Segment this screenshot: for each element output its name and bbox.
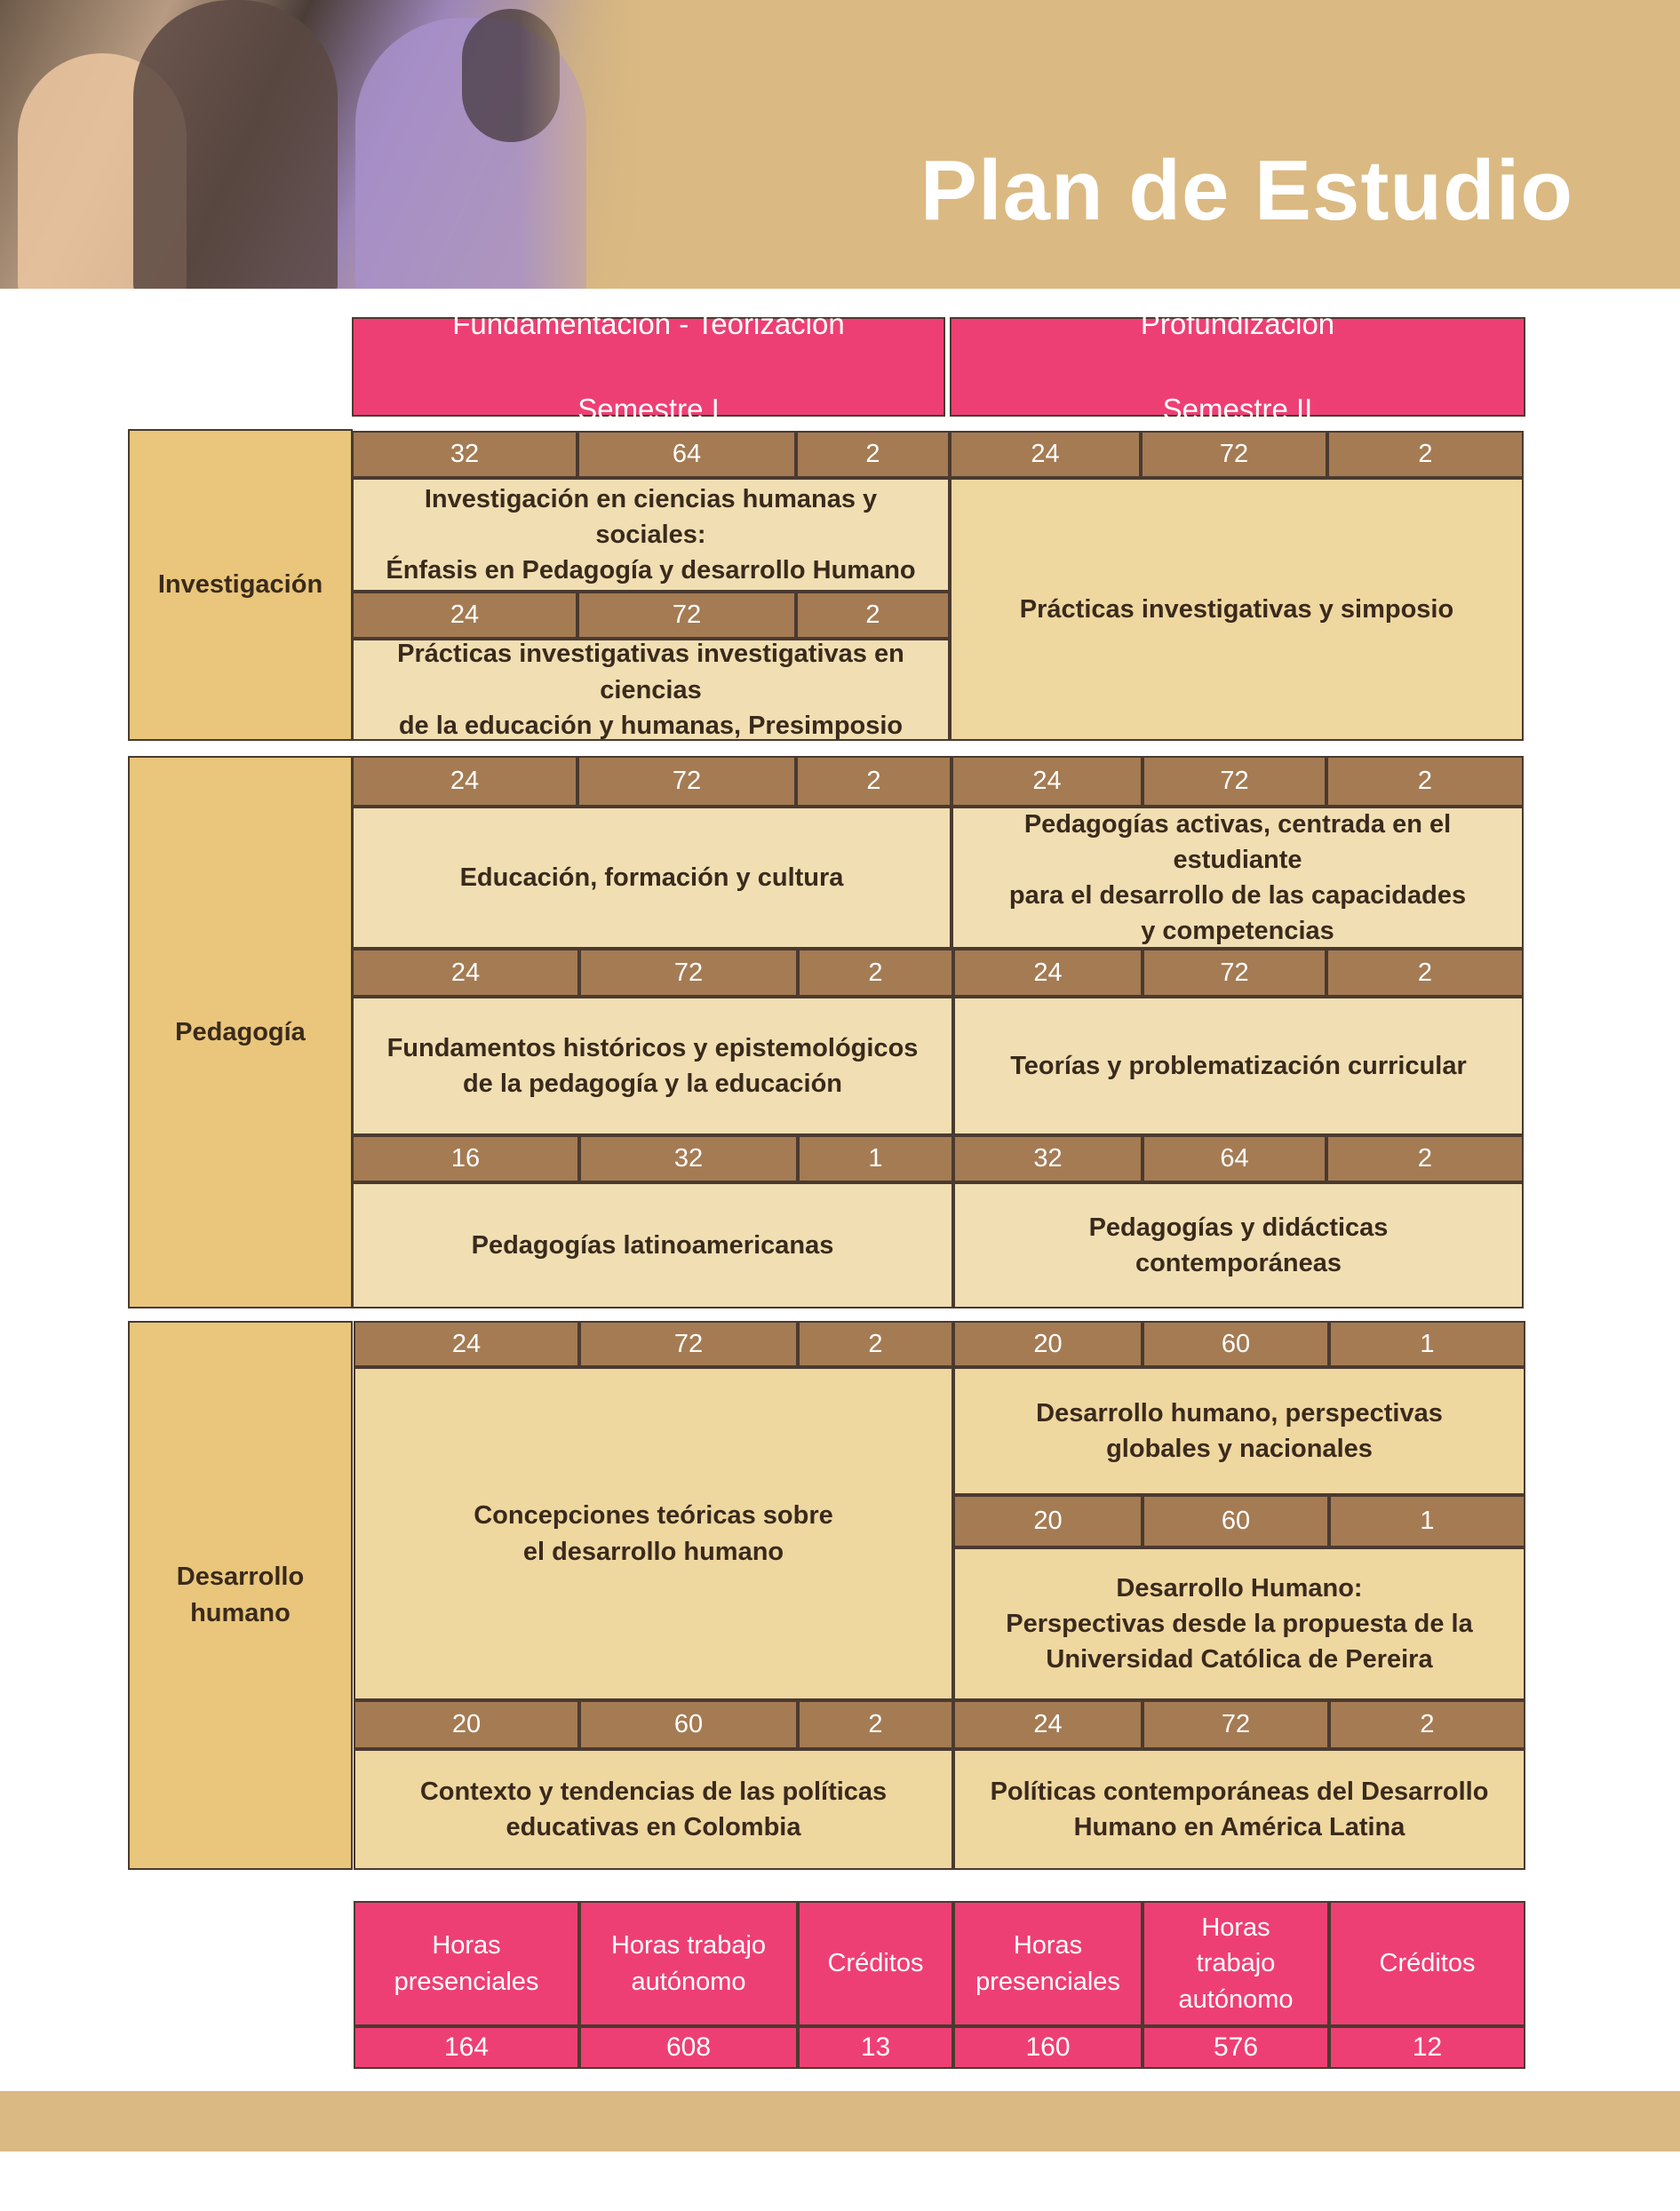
course-hours-presential: 24 — [352, 592, 577, 639]
course-cell: Pedagogías latinoamericanas — [352, 1182, 953, 1308]
course-hours-autonomous: 64 — [577, 431, 796, 478]
semester-1-label: Semestre I — [577, 392, 720, 425]
course-hours-autonomous: 64 — [1143, 1135, 1326, 1182]
summary-header: Créditos — [798, 1901, 953, 2026]
course-credits: 2 — [798, 1321, 953, 1367]
course-cell: Investigación en ciencias humanas y sociales: Énfasis en Pedagogía y desarrollo Humano — [352, 478, 950, 592]
course-hours-presential: 24 — [950, 431, 1141, 478]
course-cell: Educación, formación y cultura — [352, 807, 951, 949]
course-credits: 1 — [1329, 1495, 1525, 1547]
course-credits: 2 — [796, 431, 950, 478]
students-photo — [0, 0, 644, 289]
course-hours-autonomous: 72 — [577, 592, 796, 639]
course-hours-presential: 24 — [352, 949, 579, 997]
summary-header: Horas presenciales — [953, 1901, 1143, 2026]
course-credits: 2 — [796, 756, 951, 807]
course-credits: 2 — [796, 592, 950, 639]
course-hours-autonomous: 72 — [1141, 431, 1327, 478]
course-credits: 1 — [1329, 1321, 1525, 1367]
course-hours-autonomous: 32 — [579, 1135, 798, 1182]
course-hours-autonomous: 60 — [579, 1700, 798, 1749]
course-hours-presential: 24 — [354, 1321, 579, 1367]
summary-value: 12 — [1329, 2026, 1525, 2069]
summary-value: 160 — [953, 2026, 1143, 2069]
footer-band — [0, 2091, 1680, 2151]
summary-value: 13 — [798, 2026, 953, 2069]
category-pedagogia — [128, 756, 353, 1308]
course-hours-presential: 20 — [953, 1321, 1143, 1367]
course-cell: Prácticas investigativas y simposio — [950, 478, 1524, 741]
course-cell: Teorías y problematización curricular — [953, 997, 1524, 1135]
category-investigacion — [128, 429, 353, 741]
course-credits: 2 — [1329, 1700, 1525, 1749]
course-hours-presential: 24 — [953, 1700, 1143, 1749]
header-banner — [0, 0, 1680, 289]
course-cell: Pedagogías y didácticas contemporáneas — [953, 1182, 1524, 1308]
semester-2-name: Profundización — [1140, 307, 1335, 341]
course-hours-autonomous: 60 — [1143, 1495, 1329, 1547]
course-cell: Desarrollo humano, perspectivas globales y nacionales — [953, 1367, 1525, 1495]
semester-1-header — [352, 307, 945, 425]
summary-value: 608 — [579, 2026, 798, 2069]
course-credits: 2 — [798, 949, 953, 997]
summary-header: Horas trabajo autónomo — [579, 1901, 798, 2026]
course-credits: 2 — [1327, 431, 1524, 478]
course-credits: 2 — [798, 1700, 953, 1749]
summary-header: Horas presenciales — [354, 1901, 579, 2026]
course-credits: 2 — [1326, 1135, 1524, 1182]
course-hours-presential: 20 — [354, 1700, 579, 1749]
course-cell: Desarrollo Humano: Perspectivas desde la propuesta de la Universidad Católica de Pereira — [953, 1547, 1525, 1700]
semester-1-name: Fundamentación - Teorización — [452, 307, 845, 341]
category-label: Pedagogía — [175, 1017, 306, 1046]
summary-header: Horas trabajo autónomo — [1143, 1901, 1329, 2026]
course-hours-presential: 20 — [953, 1495, 1143, 1547]
summary-header: Créditos — [1329, 1901, 1525, 2026]
category-desarrollo-humano — [128, 1321, 353, 1870]
category-label: Investigación — [157, 570, 323, 600]
summary-value: 576 — [1143, 2026, 1329, 2069]
page-title: Plan de Estudio — [920, 143, 1573, 238]
course-cell: Concepciones teóricas sobre el desarrollo humano — [354, 1367, 953, 1700]
course-hours-presential: 32 — [953, 1135, 1143, 1182]
course-hours-presential: 32 — [352, 431, 577, 478]
course-credits: 1 — [798, 1135, 953, 1182]
course-cell: Pedagogías activas, centrada en el estudiante para el desarrollo de las capacidades y competencias — [951, 807, 1524, 949]
course-hours-presential: 24 — [953, 949, 1143, 997]
semester-2-label: Semestre II — [1162, 392, 1313, 425]
course-hours-autonomous: 72 — [579, 1321, 798, 1367]
course-cell: Contexto y tendencias de las políticas educativas en Colombia — [354, 1749, 953, 1870]
course-hours-autonomous: 72 — [1143, 949, 1326, 997]
course-credits: 2 — [1326, 949, 1524, 997]
course-hours-autonomous: 72 — [1143, 1700, 1329, 1749]
summary-value: 164 — [354, 2026, 579, 2069]
course-hours-autonomous: 72 — [577, 756, 796, 807]
course-cell: Fundamentos históricos y epistemológicos de la pedagogía y la educación — [352, 997, 953, 1135]
course-hours-autonomous: 60 — [1143, 1321, 1329, 1367]
category-label: Desarrollo humano — [176, 1563, 305, 1627]
course-cell: Políticas contemporáneas del Desarrollo Humano en América Latina — [953, 1749, 1525, 1870]
course-cell: Prácticas investigativas investigativas en ciencias de la educación y humanas, Presimposio — [352, 639, 950, 741]
course-hours-autonomous: 72 — [1143, 756, 1326, 807]
course-credits: 2 — [1326, 756, 1524, 807]
course-hours-presential: 24 — [352, 756, 577, 807]
course-hours-autonomous: 72 — [579, 949, 798, 997]
course-hours-presential: 16 — [352, 1135, 579, 1182]
course-hours-presential: 24 — [951, 756, 1143, 807]
semester-2-header — [950, 307, 1525, 425]
